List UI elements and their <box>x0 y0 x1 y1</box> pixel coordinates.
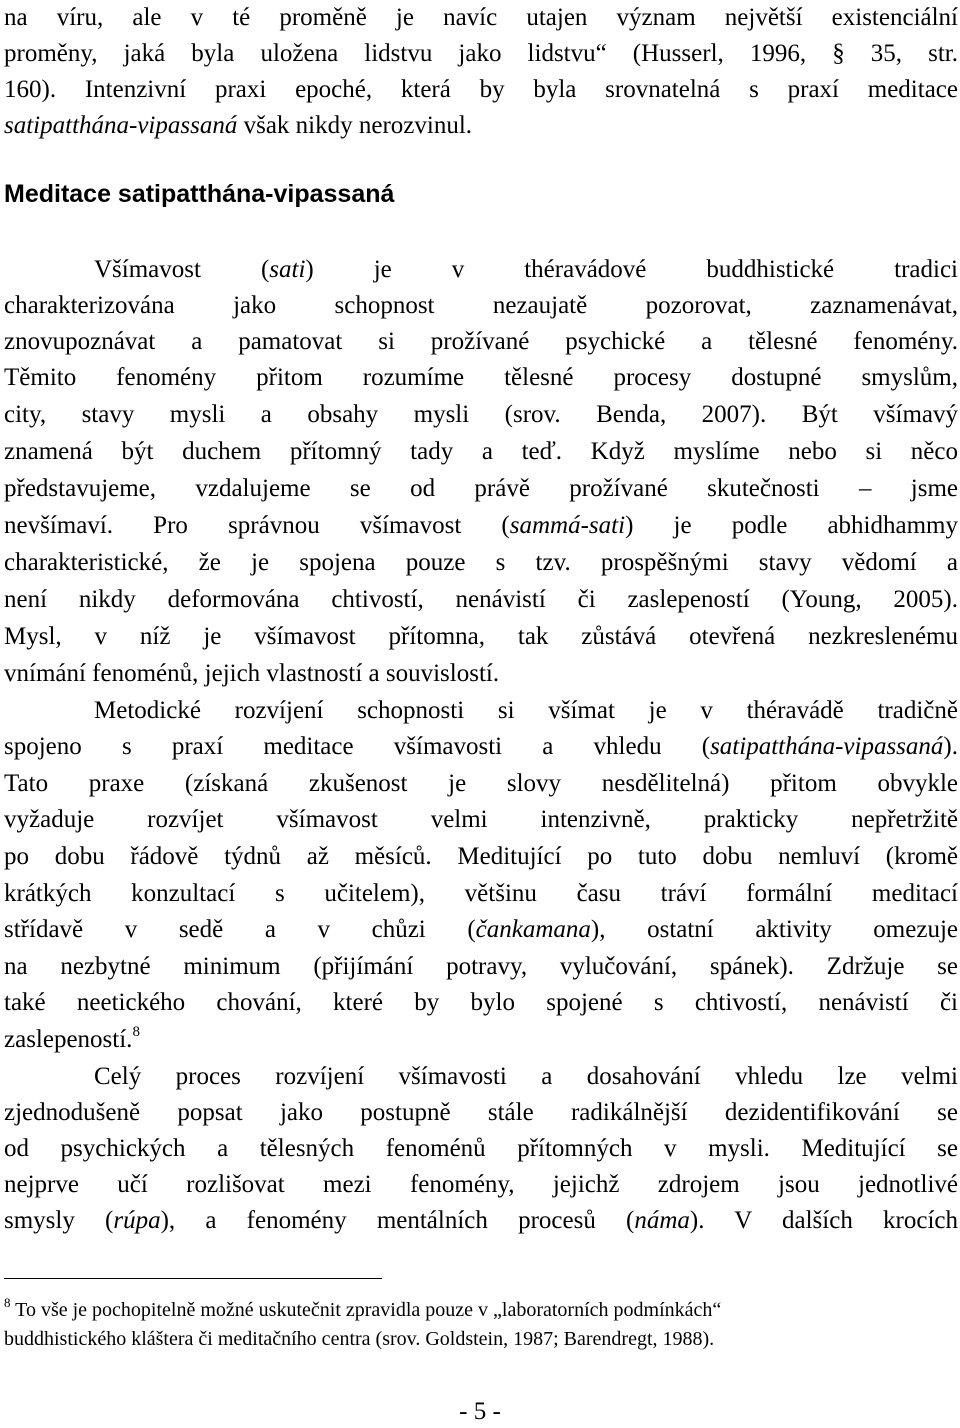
text-line: Mysl, v níž je všímavost přítomna, tak zůstává otevřená nezkreslenému <box>4 623 958 650</box>
text-line: Tato praxe (získaná zkušenost je slovy nesdělitelná) přitom obvykle <box>4 770 958 797</box>
text-span: To vše je pochopitelně možné uskutečnit zpravidla pouze v „laboratorních podmínkách“ <box>10 1299 722 1321</box>
text-line: představujeme, vzdalujeme se od právě prožívané skutečnosti – jsme <box>4 475 958 502</box>
text-line: znamená být duchem přítomný tady a teď. Když myslíme nebo si něco <box>4 438 958 465</box>
text-span: ) je podle abhidhammy <box>625 512 958 539</box>
text-line <box>4 912 958 948</box>
footnote-line: buddhistického kláštera či meditačního centra (srov. Goldstein, 1987; Barendregt, 1988). <box>4 1328 715 1350</box>
text-line: nejprve učí rozlišovat mezi fenomény, jejichž zdrojem jsou jednotlivé <box>4 1171 958 1198</box>
text-line: charakterizována jako schopnost nezaujatě pozorovat, zaznamenávat, <box>4 292 958 319</box>
text-line: není nikdy deformována chtivostí, nenávistí či zaslepeností (Young, 2005). <box>4 586 958 613</box>
text-line: znovupoznávat a pamatovat si prožívané psychické a tělesné fenomény. <box>4 328 958 355</box>
text-line: krátkých konzultací s učitelem), většinu času tráví formální meditací <box>4 880 958 907</box>
text-span: nevšímaví. Pro správnou všímavost ( <box>4 512 510 539</box>
italic-term: sammá-sati <box>509 512 626 539</box>
text-span: Všímavost ( <box>94 256 270 283</box>
text-line: po dobu řádově týdnů až měsíců. Meditující po tuto dobu nemluví (kromě <box>4 843 958 870</box>
page-number: - 5 - <box>459 1398 501 1425</box>
text-span: střídavě v sedě a v chůzi ( <box>4 916 476 943</box>
italic-term: satipatthána-vipassaná <box>4 112 238 139</box>
footnote-line <box>4 1296 958 1326</box>
italic-term: satipatthána-vipassaná <box>710 733 944 760</box>
text-line: Těmito fenomény přitom rozumíme tělesné procesy dostupné smyslům, <box>4 364 958 391</box>
text-line: Celý proces rozvíjení všímavosti a dosahování vhledu lze velmi <box>94 1063 958 1090</box>
text-line <box>4 508 958 544</box>
text-span: ) je v théravádové buddhistické tradici <box>305 256 958 283</box>
text-line <box>4 1203 958 1239</box>
text-line: na víru, ale v té proměně je navíc utajen význam největší existenciální <box>4 4 958 31</box>
footnote-reference[interactable]: 8 <box>132 1024 140 1040</box>
text-span: však nikdy nerozvinul. <box>237 112 473 139</box>
text-line <box>4 108 958 144</box>
italic-term: čankamana <box>475 916 591 943</box>
italic-term: sati <box>269 256 306 283</box>
text-span: ). V dalších krocích <box>689 1207 958 1234</box>
text-span: ), ostatní aktivity omezuje <box>590 916 958 943</box>
text-line: charakteristické, že je spojena pouze s tzv. prospěšnými stavy vědomí a <box>4 549 958 576</box>
text-span: zaslepeností. <box>4 1026 133 1053</box>
italic-term: rúpa <box>113 1207 161 1234</box>
text-line: vnímání fenoménů, jejich vlastností a souvislostí. <box>4 660 500 687</box>
text-line: zjednodušeně popsat jako postupně stále radikálnější dezidentifikování se <box>4 1099 958 1126</box>
text-line: na nezbytné minimum (přijímání potravy, vylučování, spánek). Zdržuje se <box>4 953 958 980</box>
footnote-separator <box>4 1278 382 1279</box>
text-line: vyžaduje rozvíjet všímavost velmi intenzivně, prakticky nepřetržitě <box>4 806 958 833</box>
text-line: proměny, jaká byla uložena lidstvu jako lidstvu“ (Husserl, 1996, § 35, str. <box>4 40 958 67</box>
text-line: 160). Intenzivní praxi epoché, která by byla srovnatelná s praxí meditace <box>4 76 958 103</box>
text-line <box>4 252 958 288</box>
text-line <box>4 1022 958 1061</box>
text-span: spojeno s praxí meditace všímavosti a vhledu ( <box>4 733 711 760</box>
section-heading: Meditace satipatthána-vipassaná <box>4 180 395 208</box>
text-line: od psychických a tělesných fenoménů přítomných v mysli. Meditující se <box>4 1135 958 1162</box>
text-line: Metodické rozvíjení schopnosti si všímat je v théravádě tradičně <box>94 697 958 724</box>
text-span: ). <box>943 733 958 760</box>
text-span: smysly ( <box>4 1207 114 1234</box>
text-line <box>4 729 958 765</box>
text-line: city, stavy mysli a obsahy mysli (srov. Benda, 2007). Být všímavý <box>4 401 958 428</box>
italic-term: náma <box>634 1207 690 1234</box>
footnote-marker: 8 <box>4 1295 11 1310</box>
text-line: také neetického chování, které by bylo spojené s chtivostí, nenávistí či <box>4 989 958 1016</box>
text-span: ), a fenomény mentálních procesů ( <box>160 1207 635 1234</box>
